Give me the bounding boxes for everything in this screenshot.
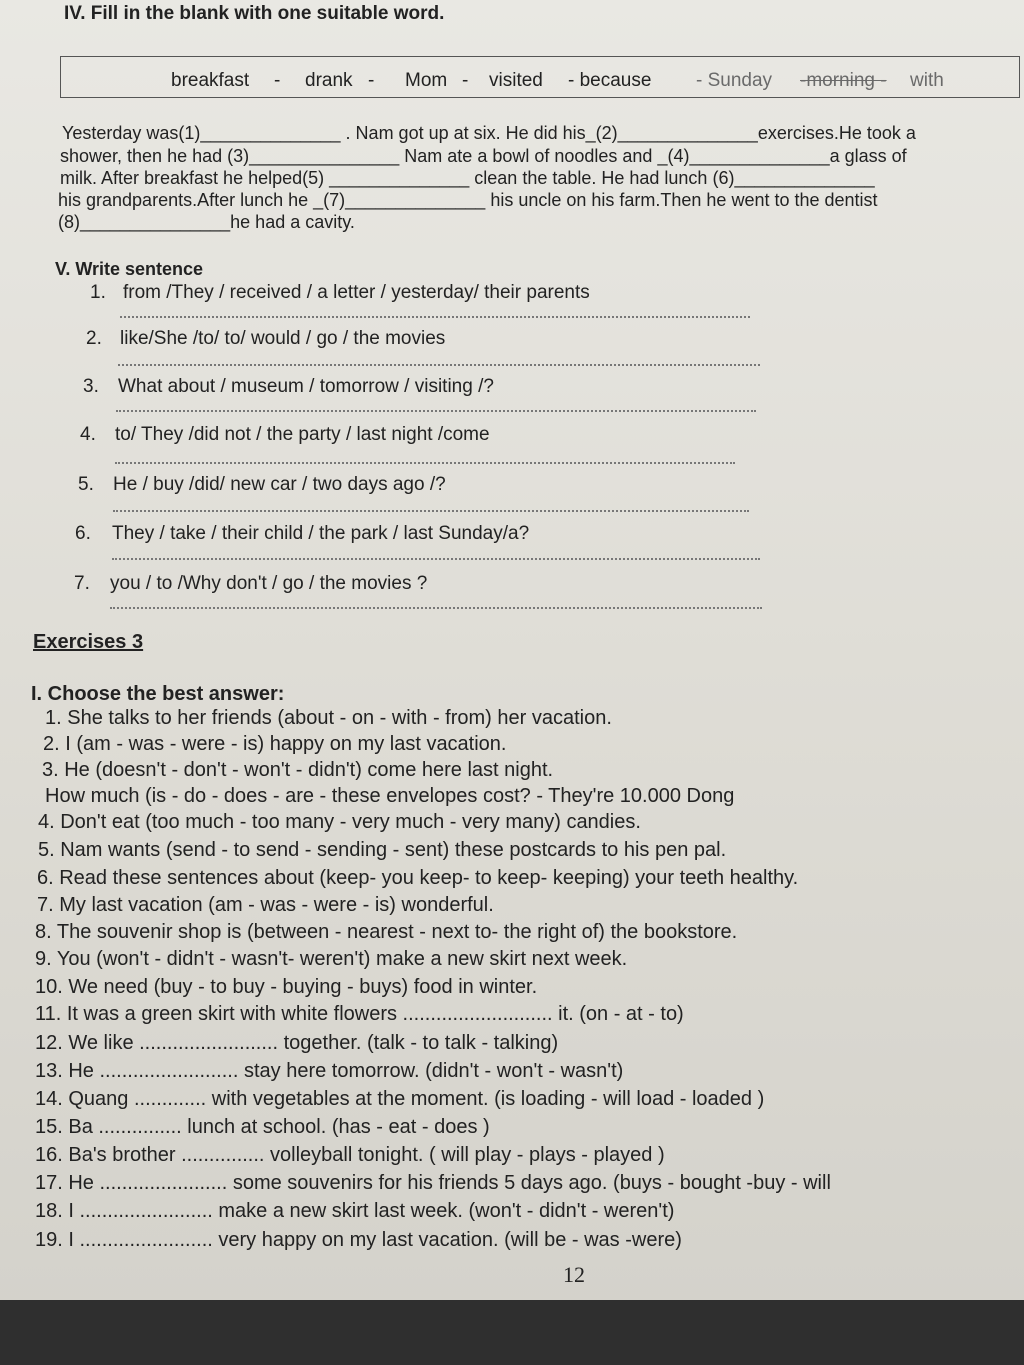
passage-line: (8)_______________he had a cavity. (58, 212, 355, 232)
answer-line[interactable] (115, 462, 735, 464)
question-line: 6. Read these sentences about (keep- you keep- to keep- keeping) your teeth healthy. (37, 867, 799, 889)
background-surface (0, 1300, 1024, 1365)
question-line: 2. I (am - was - were - is) happy on my last vacation. (43, 733, 507, 755)
sentence-prompt: you / to /Why don't / go / the movies ? (110, 573, 428, 594)
word-bank-item: - because (568, 70, 652, 91)
sentence-number: 6. (75, 523, 91, 544)
question-line: 15. Ba ............... lunch at school. (has - eat - does ) (35, 1116, 490, 1138)
page-number: 12 (563, 1262, 585, 1287)
question-line: 12. We like ......................... together. (talk - to talk - talking) (35, 1032, 559, 1054)
sentence-number: 7. (74, 573, 90, 594)
sentence-number: 1. (90, 282, 106, 303)
answer-line[interactable] (116, 410, 756, 412)
section5-title: V. Write sentence (55, 259, 204, 279)
sentence-prompt: They / take / their child / the park / last Sunday/a? (112, 523, 530, 544)
question-line: 8. The souvenir shop is (between - nearest - next to- the right of) the bookstore. (35, 921, 738, 943)
sentence-prompt: to/ They /did not / the party / last night /come (115, 424, 490, 445)
word-bank-separator: - (274, 70, 281, 91)
word-bank-separator: - (368, 70, 375, 91)
passage-line: his grandparents.After lunch he _(7)______________ his uncle on his farm.Then he went to the dentist (58, 190, 878, 210)
question-line: 14. Quang ............. with vegetables at the moment. (is loading - will load - loaded ) (35, 1088, 765, 1110)
question-line: 3. He (doesn't - don't - won't - didn't) come here last night. (42, 759, 554, 781)
passage-line: milk. After breakfast he helped(5) ______________ clean the table. He had lunch (6)______________ (60, 168, 875, 188)
word-bank-item: visited (489, 70, 543, 91)
question-line: 1. She talks to her friends (about - on - with - from) her vacation. (45, 707, 612, 729)
question-line: 10. We need (buy - to buy - buying - buys) food in winter. (35, 976, 538, 998)
choose-best-answer-title: I. Choose the best answer: (31, 683, 285, 705)
question-line: 16. Ba's brother ............... volleyball tonight. ( will play - plays - played ) (35, 1144, 665, 1166)
sentence-prompt: He / buy /did/ new car / two days ago /? (113, 474, 446, 495)
question-line: 4. Don't eat (too much - too many - very much - very many) candies. (38, 811, 641, 833)
sentence-prompt: from /They / received / a letter / yesterday/ their parents (123, 282, 590, 303)
exercises-heading: Exercises 3 (33, 631, 144, 653)
question-line: How much (is - do - does - are - these envelopes cost? - They're 10.000 Dong (45, 785, 735, 807)
word-bank-item: drank (305, 70, 353, 91)
word-bank-item: Mom (405, 70, 448, 91)
word-bank-item: -morning - (800, 70, 887, 91)
question-line: 17. He ....................... some souvenirs for his friends 5 days ago. (buys - bought -buy - will (35, 1172, 831, 1194)
sentence-number: 2. (86, 328, 102, 349)
question-line: 18. I ........................ make a new skirt last week. (won't - didn't - weren't) (35, 1200, 675, 1222)
sentence-number: 3. (83, 376, 99, 397)
sentence-prompt: like/She /to/ to/ would / go / the movies (120, 328, 446, 349)
question-line: 11. It was a green skirt with white flowers ........................... it. (on - at - to) (35, 1003, 684, 1025)
word-bank-item: - Sunday (696, 70, 773, 91)
sentence-number: 4. (80, 424, 96, 445)
answer-line[interactable] (113, 510, 749, 512)
question-line: 5. Nam wants (send - to send - sending - sent) these postcards to his pen pal. (38, 839, 727, 861)
answer-line[interactable] (120, 316, 750, 318)
word-bank-item: breakfast (171, 70, 250, 91)
word-bank-item: with (910, 70, 944, 91)
question-line: 7. My last vacation (am - was - were - is) wonderful. (37, 894, 494, 916)
sentence-prompt: What about / museum / tomorrow / visiting /? (118, 376, 494, 397)
answer-line[interactable] (112, 558, 760, 560)
question-line: 13. He ......................... stay here tomorrow. (didn't - won't - wasn't) (35, 1060, 624, 1082)
answer-line[interactable] (118, 364, 760, 366)
question-line: 19. I ........................ very happy on my last vacation. (will be - was -were) (35, 1229, 682, 1251)
passage-line: shower, then he had (3)_______________ Nam ate a bowl of noodles and _(4)______________a glass of (60, 146, 907, 166)
question-line: 9. You (won't - didn't - wasn't- weren't) make a new skirt next week. (35, 948, 628, 970)
sentence-number: 5. (78, 474, 94, 495)
section4-title: IV. Fill in the blank with one suitable word. (64, 3, 445, 24)
passage-line: Yesterday was(1)______________ . Nam got up at six. He did his_(2)______________exercises.He took a (62, 123, 916, 143)
word-bank-separator: - (462, 70, 469, 91)
answer-line[interactable] (110, 607, 762, 609)
